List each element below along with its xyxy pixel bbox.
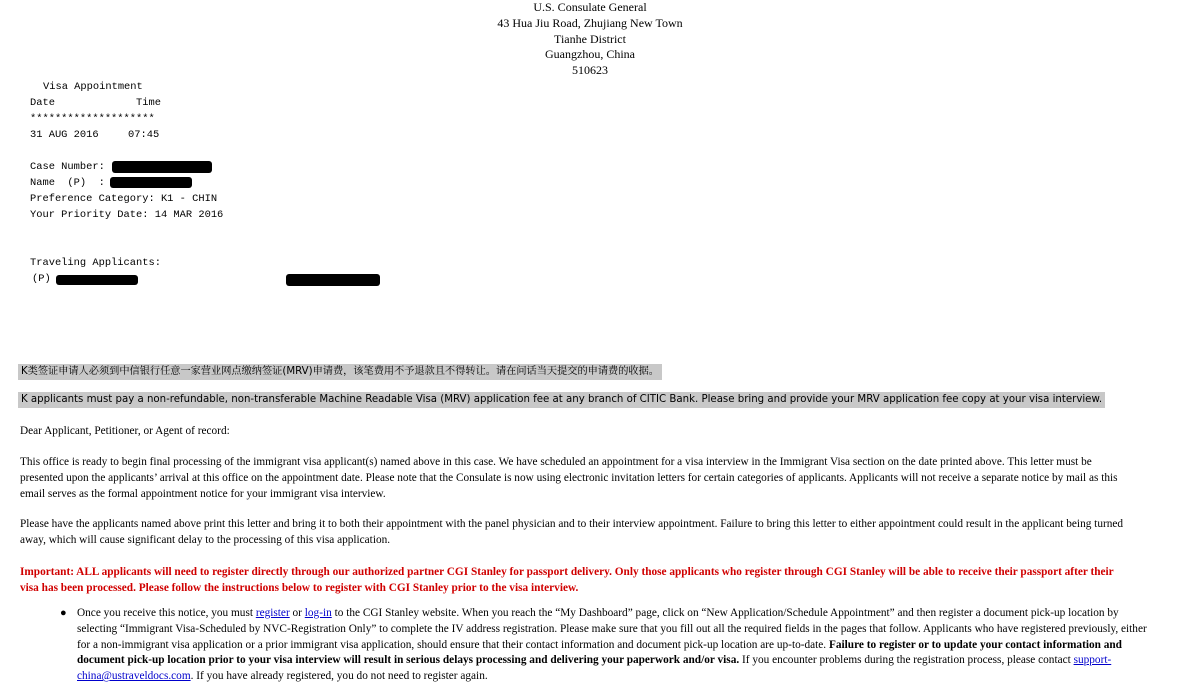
redaction-bar [110,177,192,188]
address-line: 510623 [572,63,608,78]
name-row [30,175,105,191]
letter-paragraph: Please have the applicants named above print this letter and bring it to both their appointment with the panel physician and to their interview appointment. Failure to bring this letter to either appointment could result in the applicant being turned away, which will cause significant delay to the processing of this visa application. [20,518,1124,546]
support-email-link[interactable]: support-china@ustraveldocs.com [77,654,1112,683]
case-number-label: Case Number: [30,161,105,173]
chinese-fee-notice: K类签证申请人必须到中信银行任意一家营业网点缴纳签证(MRV)申请费，该笔费用不予退款且不得转让。请在问话当天提交的申请费的收据。 [18,364,662,380]
bullet-icon: ● [60,607,67,619]
redaction-bar [112,161,212,173]
letter-paragraph: This office is ready to begin final processing of the immigrant visa applicant(s) named above in this case. We have scheduled an appointment for a visa interview in the Immigrant Visa section on the date printed above. This letter must be presented upon the applicants’ arrival at this office on the appointment date. Please note that the Consulate is now using electronic invitation letters for certain categories of applicants. Applicants will not receive a separate notice by mail as this email serves as the formal appointment notice for your immigrant visa interview. [20,456,1118,500]
address-line: 43 Hua Jiu Road, Zhujiang New Town [497,15,683,30]
consulate-address [0,0,1180,79]
address-line: Tianhe District [554,31,626,46]
letter-greeting: Dear Applicant, Petitioner, or Agent of record: [20,425,230,437]
redaction-bar [286,274,380,286]
appointment-title: Visa Appointment [43,81,143,93]
name-label: Name (P) : [30,177,105,189]
instruction-text: . If you have already registered, you do not need to register again. [190,670,488,683]
address-line: Guangzhou, China [545,47,635,62]
important-notice: Important: ALL applicants will need to register directly through our authorized partner CGI Stanley for passport delivery. Only those applicants who register through CGI Stanley will be able to receive their passport after their visa has been processed. Please follow the instructions below to register with CGI Stanley prior to the visa interview. [20,566,1114,594]
english-fee-notice: K applicants must pay a non-refundable, non-transferable Machine Readable Visa (MRV) application fee at any branch of CITIC Bank. Please bring and provide your MRV application fee copy at your visa interview. [18,392,1105,408]
separator-line: ******************** [30,113,155,125]
instruction-text: or [289,607,305,619]
instruction-text: Once you receive this notice, you must [77,607,256,619]
time-column-label: Time [136,97,161,109]
traveling-applicants-label: Traveling Applicants: [30,257,161,269]
login-link[interactable]: log-in [304,607,332,619]
register-link[interactable]: register [255,607,290,619]
date-column-label: Date [30,97,55,109]
applicant-prefix: (P) [32,273,51,285]
instruction-item [77,606,1150,685]
redaction-bar [56,275,138,285]
appointment-time: 07:45 [128,129,160,141]
case-number-row [30,159,105,175]
warning-text: Failure to register or to update your contact information and document pick-up location prior to your visa interview will result in serious delays processing and delivering your paperwork and/or visa. [77,638,1122,667]
priority-date: Your Priority Date: 14 MAR 2016 [30,209,224,221]
address-line: U.S. Consulate General [533,0,647,14]
instruction-text: If you encounter problems during the registration process, please contact [739,654,1074,667]
appointment-date: 31 AUG 2016 [30,129,99,141]
instruction-list [60,606,1150,685]
preference-category: Preference Category: K1 - CHIN [30,193,218,205]
instruction-text: to the CGI Stanley website. When you reach the “My Dashboard” page, click on “New Application/Schedule Appointment” and then register a document pick-up location by selecting “Immigrant Visa-Scheduled by NVC-Registration Only” to complete the IV address registration. Please make sure that you fill out all the required fields in the pages that follow. Applicants who have registered previously, either for a non-immigrant visa application or a prior immigrant visa application, should ensure that their contact information and document pick-up location are up-to-date. [77,607,1147,651]
